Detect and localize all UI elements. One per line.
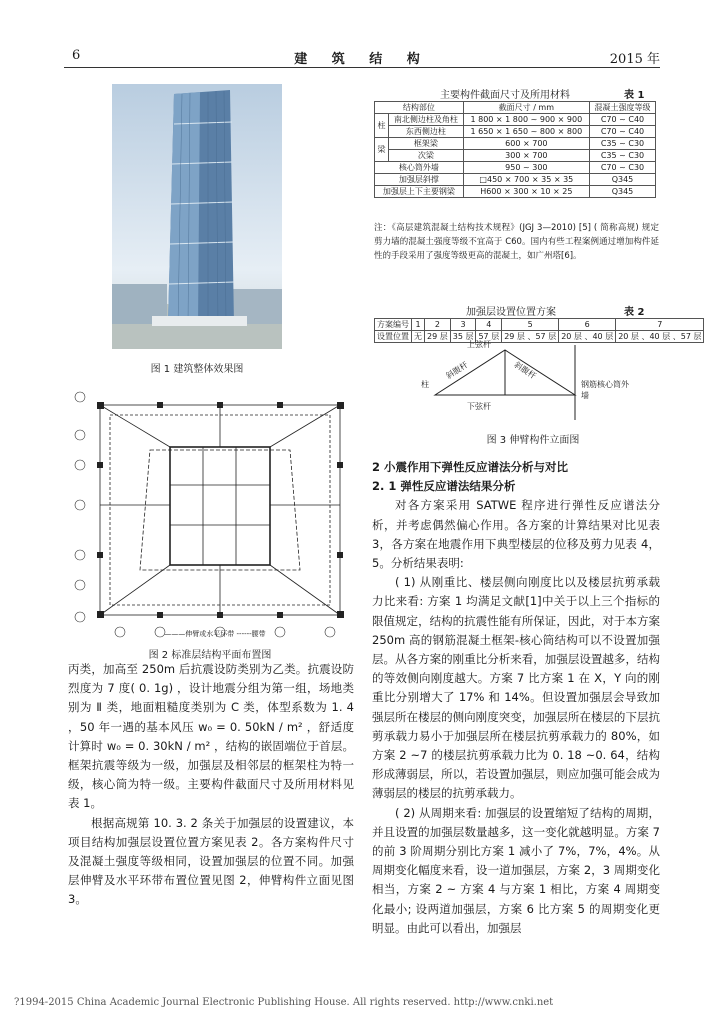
table-cell: 6 <box>559 319 616 331</box>
table-cell: 东西侧边柱 <box>389 126 464 138</box>
building-render-figure <box>112 84 282 349</box>
journal-title: 建 筑 结 构 <box>294 52 430 67</box>
table-cell: C70 ~ C30 <box>589 162 655 174</box>
table-2 <box>374 318 704 343</box>
table-cell: C35 ~ C30 <box>589 150 655 162</box>
page-footer: ?1994-2015 China Academic Journal Electronic Publishing House. All rights reserved. http://www.cnki.net <box>14 997 554 1008</box>
table-cell: Q345 <box>589 186 655 198</box>
left-paragraph-2: 根据高规第 10. 3. 2 条关于加强层的设置建议，本项目结构加强层设置位置方案见表 2。各方案构件尺寸及混凝土强度等级相同，设置加强层的位置不同。加强层伸臂及水平环带布置位置见图 2，伸臂构件立面见图 3。 <box>68 815 354 907</box>
table-row <box>375 331 704 343</box>
table-row <box>375 186 656 198</box>
table-cell: 35 层 <box>450 331 476 343</box>
floor-plan-drawing <box>60 385 360 643</box>
figure-2-caption: 图 2 标准层结构平面布置图 <box>148 650 272 661</box>
table-cell: 7 <box>616 319 704 331</box>
table-cell: 1 650 × 1 650 ~ 800 × 800 <box>463 126 589 138</box>
journal-year: 2015 年 <box>609 52 660 67</box>
table-cell: 5 <box>502 319 559 331</box>
table-row <box>375 162 656 174</box>
table-cell: 3 <box>450 319 476 331</box>
label-diagonal-right: 斜腹杆 <box>512 360 538 381</box>
section-2-heading: 2 小震作用下弹性反应谱法分析与对比 <box>372 460 569 474</box>
table-cell: C70 ~ C40 <box>589 126 655 138</box>
table-cell: 加强层上下主要钢梁 <box>375 186 464 198</box>
table-2-title: 加强层设置位置方案 <box>466 307 556 318</box>
table-cell: 框架梁 <box>389 138 464 150</box>
table-row <box>375 150 656 162</box>
table-cell: 950 ~ 300 <box>463 162 589 174</box>
table-cell: 无 <box>412 331 425 343</box>
floor-plan-figure <box>60 385 360 643</box>
table-cell: 57 层 <box>476 331 502 343</box>
table-cell: 600 × 700 <box>463 138 589 150</box>
table-row <box>375 114 656 126</box>
right-column-text <box>372 458 660 938</box>
table-1-title: 主要构件截面尺寸及所用材料 <box>440 90 570 101</box>
outrigger-elevation-figure <box>415 340 635 425</box>
label-top-chord: 上弦杆 <box>467 340 491 349</box>
table-cell: 方案编号 <box>375 319 412 331</box>
table-1-header-cell: 混凝土强度等级 <box>589 102 655 114</box>
label-core-wall: 钢筋核心筒外墙 <box>581 380 629 400</box>
table-1-header-row <box>375 102 656 114</box>
table-1-header-cell: 结构部位 <box>375 102 464 114</box>
table-cell: 300 × 700 <box>463 150 589 162</box>
table-cell: 1 800 × 1 800 ~ 900 × 900 <box>463 114 589 126</box>
page-number: 6 <box>72 48 81 63</box>
table-cell: 20 层 、40 层 、57 层 <box>616 331 704 343</box>
table-cell: H600 × 300 × 10 × 25 <box>463 186 589 198</box>
table-cell: 29 层 <box>425 331 451 343</box>
right-paragraph-3: ( 2) 从周期来看: 加强层的设置缩短了结构的周期，并且设置的加强层数量越多，这一变化就越明显。方案 7 的前 3 阶周期分别比方案 1 减小了 7%，7%，4%。从周期变化幅度来看，设一道加强层，方案 2，3 周期变化相当，方案 2 ~ 方案 4 与方案 1 相比，方案 4 周期变化最小; 设两道加强层，方案 6 比方案 5 的周期变化更明显。由此可以看出，加强层 <box>372 805 660 935</box>
table-cell: 29 层 、57 层 <box>502 331 559 343</box>
section-2-1-heading: 2. 1 弹性反应谱法结果分析 <box>372 479 516 494</box>
left-column-text <box>68 660 354 910</box>
table-cell: 梁 <box>375 138 389 162</box>
table-1 <box>374 101 656 198</box>
table-cell: Q345 <box>589 174 655 186</box>
label-diagonal-left: 斜腹杆 <box>444 360 470 381</box>
page-header <box>64 48 660 68</box>
table-cell: C35 ~ C30 <box>589 138 655 150</box>
table-row <box>375 174 656 186</box>
table-cell: 南北侧边柱及角柱 <box>389 114 464 126</box>
table-cell: 20 层 、40 层 <box>559 331 616 343</box>
table-1-label: 表 1 <box>624 90 645 101</box>
table-row <box>375 126 656 138</box>
building-render-image <box>112 84 282 349</box>
table-cell: 柱 <box>375 114 389 138</box>
table-cell: 次梁 <box>389 150 464 162</box>
label-bottom-chord: 下弦杆 <box>467 402 491 411</box>
figure-3-caption: 图 3 伸臂构件立面图 <box>486 435 580 446</box>
table-cell: 2 <box>425 319 451 331</box>
table-cell: □450 × 700 × 35 × 35 <box>463 174 589 186</box>
table-cell: 4 <box>476 319 502 331</box>
table-cell: C70 ~ C40 <box>589 114 655 126</box>
label-column: 柱 <box>421 380 429 389</box>
figure-2-legend: ———伸臂或水平环带 ------腰带 <box>164 630 266 638</box>
table-cell: 核心筒外墙 <box>375 162 464 174</box>
table-cell: 1 <box>412 319 425 331</box>
table-1-header-cell: 截面尺寸 / mm <box>463 102 589 114</box>
table-1-note: 注：《高层建筑混凝土结构技术规程》(JGJ 3—2010) [5] ( 简称高规) 规定剪力墙的混凝土强度等级不宜高于 C60。国内有些工程案例通过增加构件延性的手段采用了强度等级更高的混凝土，如广州塔[6]。 <box>374 223 659 261</box>
table-2-label: 表 2 <box>624 307 645 318</box>
table-row <box>375 138 656 150</box>
figure-1-caption: 图 1 建筑整体效果图 <box>150 364 244 375</box>
table-cell: 加强层斜撑 <box>375 174 464 186</box>
right-paragraph-2: ( 1) 从刚重比、楼层侧向刚度比以及楼层抗剪承载力比来看: 方案 1 均满足文献[1]中关于以上三个指标的限值规定，结构的抗震性能有所保证，因此，对于本方案 250m 高的钢筋混凝土框架-核心筒结构可以不设置加强层。从各方案的刚重比分析来看，加强层设置越多，结构的等效侧向刚度越大。方案 7 比方案 1 在 X，Y 向的刚重比分别增大了 17% 和 14%。但设置加强层会导致加强层所在楼层的侧向刚度突变，加强层所在楼层的下层抗剪承载力易小于加强层所在楼层抗剪承载力的 80%，如方案 2 ~7 的楼层抗剪承载力比为 0. 18 ~0. 64，结构形成薄弱层，所以，若设置加强层，则应加强可能会成为薄弱层的楼层的抗剪承载力。 <box>372 575 660 801</box>
table-row <box>375 319 704 331</box>
table-cell: 设置位置 <box>375 331 412 343</box>
right-paragraph-1: 对各方案采用 SATWE 程序进行弹性反应谱法分析，并考虑偶然偏心作用。各方案的计算结果对比见表 3，各方案在地震作用下典型楼层的位移及剪力见表 4，5。分析结果表明: <box>372 498 660 571</box>
left-paragraph-1: 丙类，加高至 250m 后抗震设防类别为乙类。抗震设防烈度为 7 度( 0. 1g) ，设计地震分组为第一组，场地类别为 Ⅱ 类，地面粗糙度类别为 C 类，体型系数为 1. 4 ，50 年一遇的基本风压 w₀ = 0. 50kN / m² ，舒适度计算时 w₀ = 0. 30kN / m² ，结构的嵌固端位于首层。框架抗震等级为一级，加强层及相邻层的框架柱为特一级，核心筒为特一级。主要构件截面尺寸及所用材料见表 1。 <box>68 662 354 811</box>
